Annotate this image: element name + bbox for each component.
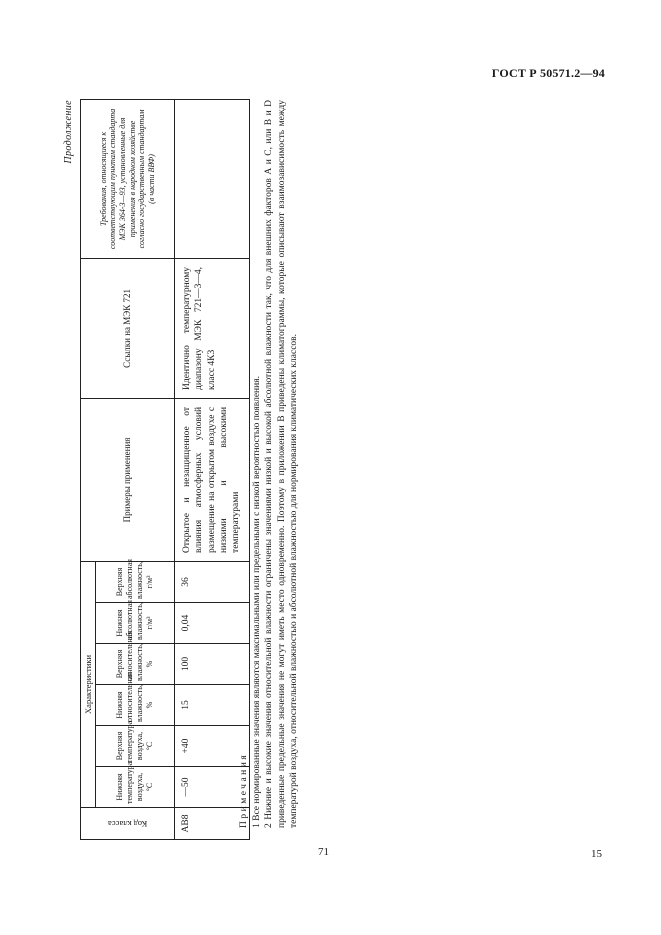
note-1: 1 Все нормированные значения являются максимальными или предельными с низкой вероятностью появления.	[251, 376, 262, 828]
header-characteristics: Характеристики	[81, 561, 96, 807]
header-requirements: Требования, относящиеся к соответствующим пунктам стандарта МЭК 364-3—93, установленные для применения в народном хозяйстве согласно государственным стандартам (в части ВВФ)	[81, 99, 175, 258]
climate-class-table	[80, 99, 250, 840]
cell-iec: Идентично температурному диапазону МЭК 721—3—4, класс 4К3	[175, 258, 250, 398]
header-iec: Ссылки на МЭК 721	[81, 258, 175, 398]
rotated-content	[63, 100, 353, 840]
cell-temp-high: +40	[175, 726, 250, 767]
cell-code: AB8	[175, 808, 250, 840]
header-temp-high: Верхняя температура воздуха, °С	[96, 726, 175, 767]
notes-block	[238, 100, 301, 840]
header-class-code: Код класса	[81, 808, 175, 840]
standard-header: ГОСТ Р 50571.2—94	[491, 66, 605, 80]
continuation-label: Продолжение	[63, 100, 74, 164]
header-ah-low: Нижняя абсолютная влажность, г/м³	[96, 603, 175, 644]
cell-rh-low: 15	[175, 685, 250, 726]
cell-examples: Открытое и незащищенное от влияния атмосферных условий размещение на открытом воздухе с низкими и высокими температурами	[175, 398, 250, 561]
page-number-left: 71	[318, 846, 329, 858]
cell-ah-low: 0,04	[175, 603, 250, 644]
cell-ah-high: 36	[175, 561, 250, 602]
header-temp-low: Нижняя температура воздуха, °С	[96, 767, 175, 808]
cell-rh-high: 100	[175, 644, 250, 685]
page-number-right: 15	[591, 848, 602, 860]
notes-title: Примечания	[239, 752, 249, 828]
header-rh-high: Верхняя относительная влажность, %	[96, 644, 175, 685]
header-rh-low: Нижняя относительная влажность, %	[96, 685, 175, 726]
header-ah-high: Верхняя абсолютная влажность, г/м³	[96, 561, 175, 602]
header-examples: Примеры применения	[81, 398, 175, 561]
note-2: 2 Нижние и высокие значения относительной влажности ограничены значениями низкой и высокой абсолютной влажности так, что для внешних факторов А и С, или В и D приведенные предельные значения не могут иметь место одновременно. Поэтому в приложении В приведены климатограммы, которые описывают взаимозависимость между температурой воздуха, относительной влажностью и абсолютной влажностью для нормирования климатических классов.	[264, 100, 299, 828]
cell-temp-low: —50	[175, 767, 250, 808]
